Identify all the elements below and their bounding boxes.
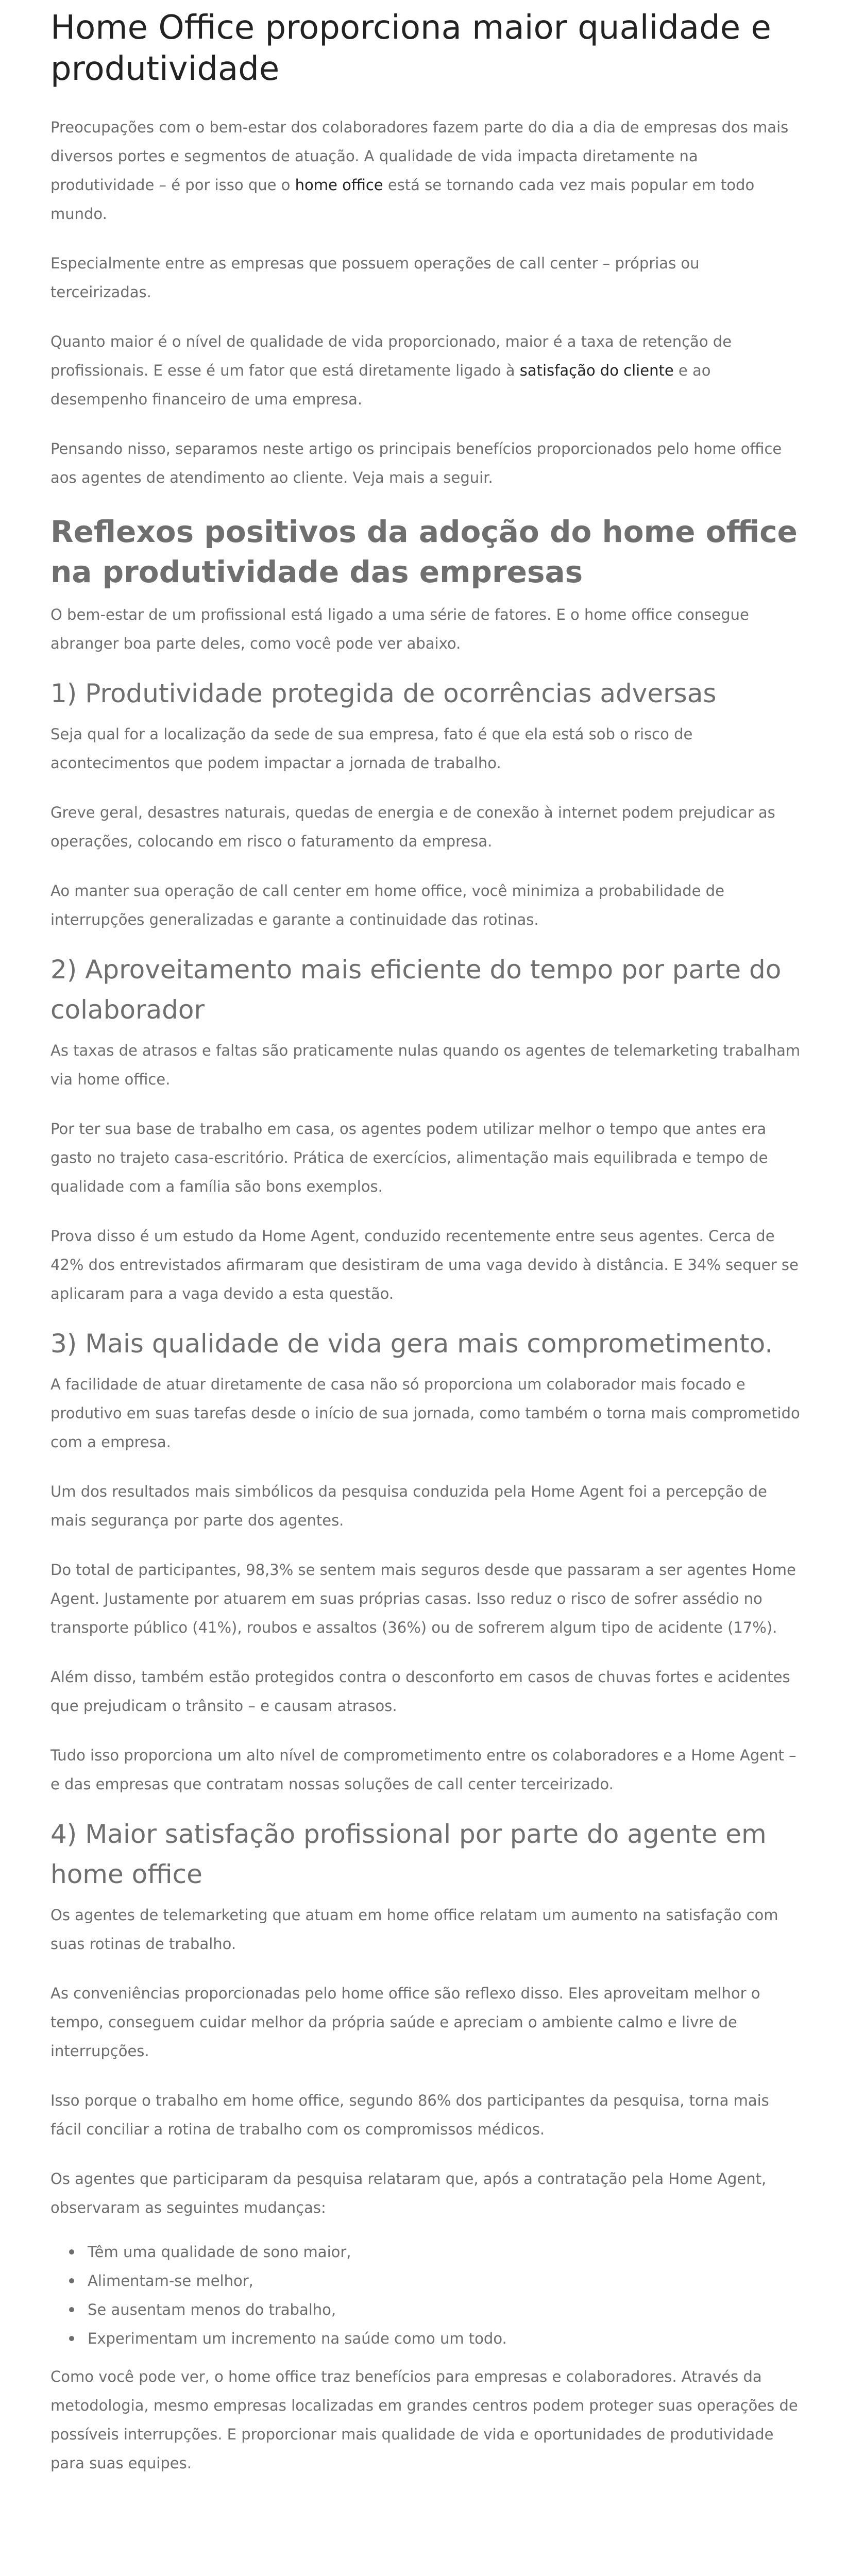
list-item bbox=[69, 2324, 805, 2353]
subsection-heading-4: 4) Maior satisfação profissional por parte do agente em home office bbox=[50, 1819, 767, 1889]
subsection-heading-1: 1) Produtividade protegida de ocorrências adversas bbox=[50, 679, 717, 708]
intro-p1-text-start: Preocupações com o bem-estar dos colaboradores fazem parte do dia a dia de empresas dos mais diversos portes e segmentos de atuação. A qualidade de vida impacta diretamente na produtividade – é por isso que o bbox=[50, 118, 789, 194]
list-item bbox=[69, 2238, 805, 2266]
s3-paragraph-3: Do total de participantes, 98,3% se sentem mais seguros desde que passaram a ser agentes Home Agent. Justamente por atuarem em suas próprias casas. Isso reduz o risco de sofrer assédio no transporte público (41%), roubos e assaltos (36%) ou de sofrerem algum tipo de acidente (17%). bbox=[50, 1561, 796, 1636]
s4-paragraph-5: Como você pode ver, o home office traz benefícios para empresas e colaboradores. Através da metodologia, mesmo empresas localizadas em grandes centros podem proteger suas operações de possíveis interrupções. E proporcionar mais qualidade de vida e oportunidades de produtividade para suas equipes. bbox=[50, 2368, 798, 2472]
intro-p1-text-end: está se tornando cada vez mais popular em todo mundo. bbox=[50, 176, 755, 223]
list-item-text: Alimentam-se melhor, bbox=[88, 2272, 253, 2290]
s1-paragraph-2: Greve geral, desastres naturais, quedas de energia e de conexão à internet podem prejudicar as operações, colocando em risco o faturamento da empresa. bbox=[50, 804, 775, 850]
subsection-heading-2: 2) Aproveitamento mais eficiente do tempo por parte do colaborador bbox=[50, 955, 782, 1025]
s3-paragraph-1: A facilidade de atuar diretamente de casa não só proporciona um colaborador mais focado e produtivo em suas tarefas desde o início de sua jornada, como também o torna mais comprometido com a empresa. bbox=[50, 1376, 800, 1451]
page-title: Home Office proporciona maior qualidade e produtividade bbox=[50, 9, 771, 88]
s4-paragraph-1: Os agentes de telemarketing que atuam em home office relatam um aumento na satisfação com suas rotinas de trabalho. bbox=[50, 1906, 778, 1953]
s2-paragraph-1: As taxas de atrasos e faltas são praticamente nulas quando os agentes de telemarketing trabalham via home office. bbox=[50, 1042, 801, 1088]
s2-paragraph-3: Prova disso é um estudo da Home Agent, conduzido recentemente entre seus agentes. Cerca de 42% dos entrevistados afirmaram que desistiram de uma vaga devido à distância. E 34% sequer se aplicaram para a vaga devido a esta questão. bbox=[50, 1227, 799, 1302]
list-item bbox=[69, 2266, 805, 2295]
s1-paragraph-1: Seja qual for a localização da sede de sua empresa, fato é que ela está sob o risco de acontecimentos que podem impactar a jornada de trabalho. bbox=[50, 725, 693, 772]
intro-paragraph-4: Pensando nisso, separamos neste artigo os principais benefícios proporcionados pelo home office aos agentes de atendimento ao cliente. Veja mais a seguir. bbox=[50, 440, 782, 486]
list-item-text: Têm uma qualidade de sono maior, bbox=[88, 2243, 351, 2261]
intro-paragraph-1 bbox=[50, 113, 805, 228]
section-heading: Reflexos positivos da adoção do home office na produtividade das empresas bbox=[50, 514, 798, 589]
section-paragraph-1: O bem-estar de um profissional está ligado a uma série de fatores. E o home office consegue abranger boa parte deles, como você pode ver abaixo. bbox=[50, 606, 749, 652]
subsection-heading-3: 3) Mais qualidade de vida gera mais comprometimento. bbox=[50, 1329, 773, 1359]
s1-paragraph-3: Ao manter sua operação de call center em home office, você minimiza a probabilidade de interrupções generalizadas e garante a continuidade das rotinas. bbox=[50, 882, 724, 928]
s3-paragraph-2: Um dos resultados mais simbólicos da pesquisa conduzida pela Home Agent foi a percepção de mais segurança por parte dos agentes. bbox=[50, 1483, 767, 1529]
intro-p3-text-end: e ao desempenho financeiro de uma empresa. bbox=[50, 362, 711, 408]
s2-paragraph-2: Por ter sua base de trabalho em casa, os agentes podem utilizar melhor o tempo que antes era gasto no trajeto casa-escritório. Prática de exercícios, alimentação mais equilibrada e tempo de qualidade com a família são bons exemplos. bbox=[50, 1120, 768, 1195]
bullet-icon bbox=[69, 2278, 74, 2283]
customer-satisfaction-link[interactable]: satisfação do cliente bbox=[519, 362, 674, 379]
bullet-icon bbox=[69, 2249, 74, 2255]
s4-paragraph-2: As conveniências proporcionadas pelo home office são reflexo disso. Eles aproveitam melhor o tempo, conseguem cuidar melhor da própria saúde e apreciam o ambiente calmo e livre de interrupções. bbox=[50, 1985, 760, 2060]
intro-p3-text-start: Quanto maior é o nível de qualidade de vida proporcionado, maior é a taxa de retenção de profissionais. E esse é um fator que está diretamente ligado à bbox=[50, 333, 732, 379]
changes-list bbox=[50, 2238, 805, 2353]
article bbox=[50, 0, 805, 2478]
s4-paragraph-4: Os agentes que participaram da pesquisa relataram que, após a contratação pela Home Agent, observaram as seguintes mudanças: bbox=[50, 2170, 767, 2216]
intro-paragraph-3 bbox=[50, 327, 805, 414]
intro-paragraph-2: Especialmente entre as empresas que possuem operações de call center – próprias ou terceirizadas. bbox=[50, 255, 700, 301]
s3-paragraph-5: Tudo isso proporciona um alto nível de comprometimento entre os colaboradores e a Home Agent – e das empresas que contratam nossas soluções de call center terceirizado. bbox=[50, 1747, 797, 1793]
list-item-text: Experimentam um incremento na saúde como um todo. bbox=[88, 2330, 507, 2347]
s4-paragraph-3: Isso porque o trabalho em home office, segundo 86% dos participantes da pesquisa, torna mais fácil conciliar a rotina de trabalho com os compromissos médicos. bbox=[50, 2092, 769, 2138]
list-item bbox=[69, 2295, 805, 2324]
s3-paragraph-4: Além disso, também estão protegidos contra o desconforto em casos de chuvas fortes e acidentes que prejudicam o trânsito – e causam atrasos. bbox=[50, 1668, 790, 1715]
home-office-link[interactable]: home office bbox=[295, 176, 383, 194]
list-item-text: Se ausentam menos do trabalho, bbox=[88, 2301, 336, 2318]
bullet-icon bbox=[69, 2307, 74, 2312]
bullet-icon bbox=[69, 2336, 74, 2341]
